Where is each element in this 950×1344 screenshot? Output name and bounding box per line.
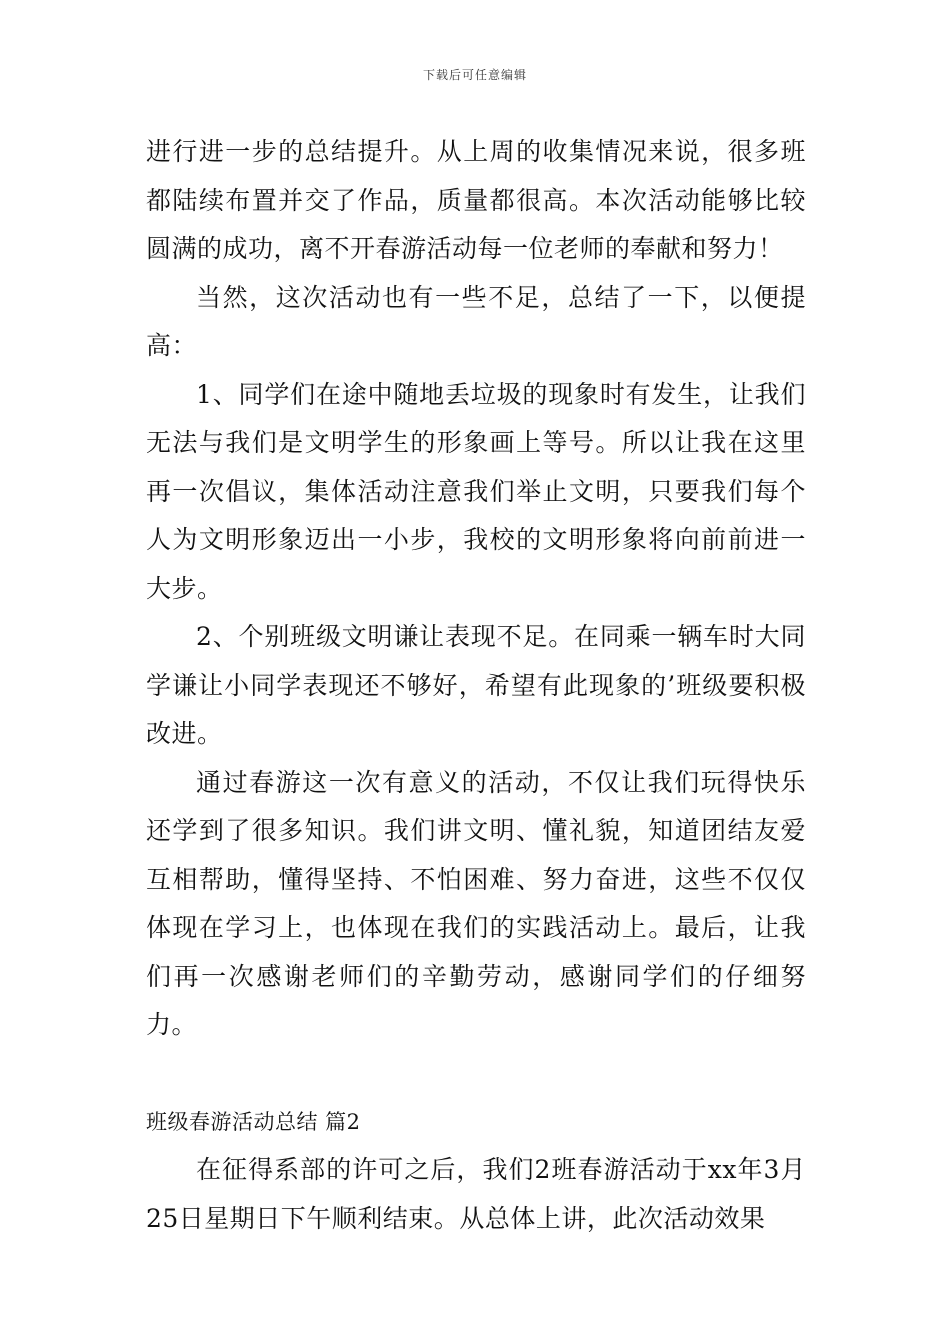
paragraph-shortcomings-intro: 当然，这次活动也有一些不足，总结了一下，以便提高：	[146, 282, 806, 360]
paragraph-section-2-intro: 在征得系部的许可之后，我们2班春游活动于xx年3月25日星期日下午顺利结束。从总体上讲，此次活动效果	[146, 1155, 806, 1233]
paragraph-item-2: 2、个别班级文明谦让表现不足。在同乘一辆车时大同学谦让小同学表现还不够好，希望有此现象的’班级要积极改进。	[146, 622, 806, 748]
paragraph-conclusion: 通过春游这一次有意义的活动，不仅让我们玩得快乐还学到了很多知识。我们讲文明、懂礼貌，知道团结友爱互相帮助，懂得坚持、不怕困难、努力奋进，这些不仅仅体现在学习上，也体现在我们的实践活动上。最后，让我们再一次感谢老师们的辛勤劳动，感谢同学们的仔细努力。	[146, 767, 806, 1039]
page-header-note: 下载后可任意编辑	[422, 68, 527, 82]
paragraph-item-1: 1、同学们在途中随地丢垃圾的现象时有发生，让我们无法与我们是文明学生的形象画上等号。所以让我在这里再一次倡议，集体活动注意我们举止文明，只要我们每个人为文明形象迈出一小步，我校的文明形象将向前前进一大步。	[146, 379, 806, 603]
paragraph-continuation: 进行进一步的总结提升。从上周的收集情况来说，很多班都陆续布置并交了作品，质量都很高。本次活动能够比较圆满的成功，离不开春游活动每一位老师的奉献和努力！	[146, 137, 806, 263]
document-body	[146, 128, 806, 1243]
section-title: 班级春游活动总结 篇2	[146, 1109, 361, 1134]
